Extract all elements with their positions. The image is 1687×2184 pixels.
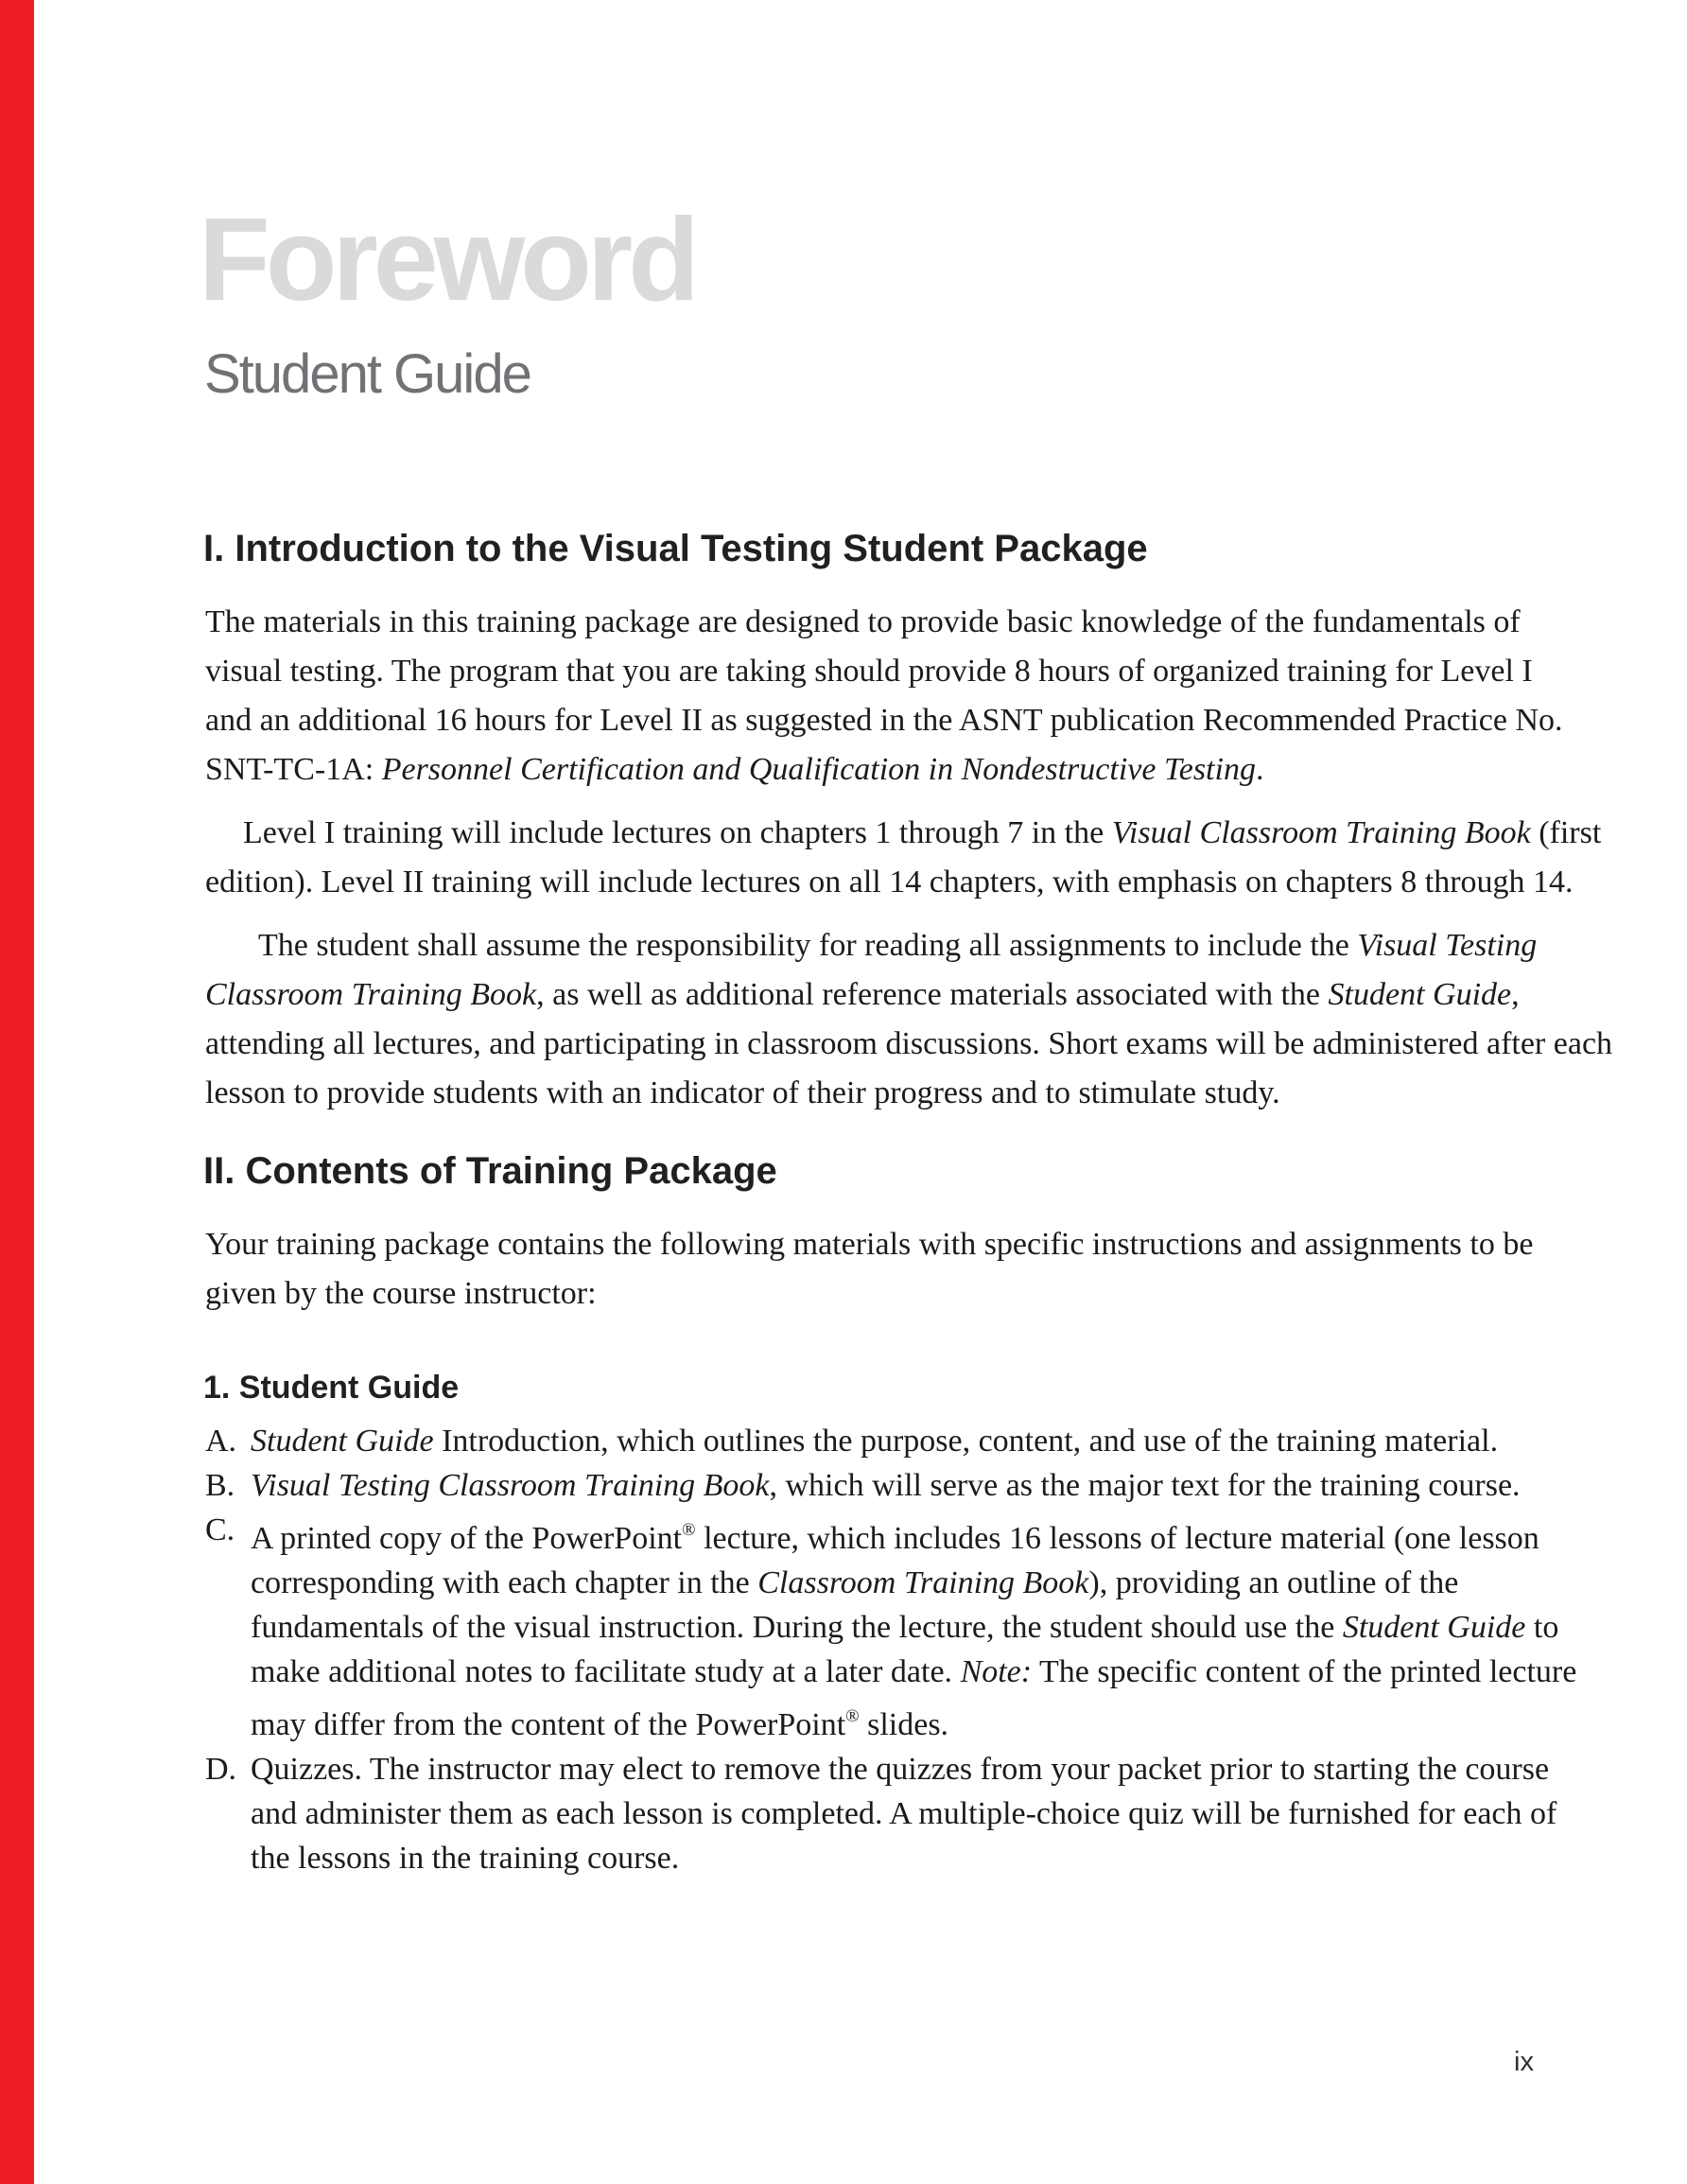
text-segment: may differ from the content of the PowerPoint [251,1707,846,1742]
text-line [251,1836,1567,1880]
text-line [205,970,1548,1020]
registered-trademark-symbol: ® [682,1520,696,1540]
list-item-label: D. [205,1752,237,1787]
text-line [251,1508,1567,1561]
section-2-intro [205,1220,1548,1319]
italic-text: Classroom Training Book [205,977,537,1012]
text-line [205,858,1574,907]
text-line [205,647,1548,696]
paragraph [205,1220,1548,1319]
italic-text: Visual Classroom Training Book [1111,815,1531,850]
italic-text: Classroom Training Book [757,1565,1089,1600]
section-1-heading: I. Introduction to the Visual Testing Student Package [203,528,1148,569]
text-segment: The materials in this training package are designed to provide basic knowledge of the fundamentals of [205,604,1521,639]
italic-text: Personnel Certification and Qualification in Nondestructive Testing [381,752,1256,787]
text-segment: Your training package contains the following materials with specific instructions and assignments to be [205,1227,1534,1262]
paragraph [205,598,1563,795]
text-segment: , which will serve as the major text for the training course. [769,1468,1521,1503]
text-line [205,809,1602,858]
text-segment: visual testing. The program that you are taking should provide 8 hours of organized training for Level I [205,654,1533,689]
text-segment: slides. [859,1707,949,1742]
text-line [205,1269,1548,1319]
text-segment: Level I training will include lectures on chapters 1 through 7 in the [243,815,1112,850]
page-edge-stripe [0,0,34,2184]
text-segment: make additional notes to facilitate study at a later date. [251,1654,961,1689]
text-segment: (first [1530,815,1602,850]
section-2-heading: II. Contents of Training Package [203,1150,777,1192]
text-line [205,1069,1548,1118]
text-line [251,1463,1567,1508]
text-segment: given by the course instructor: [205,1276,597,1311]
text-segment: SNT-TC-1A: [205,752,382,787]
lettered-list [205,1419,1577,1880]
text-line [251,1791,1567,1836]
text-line [251,1561,1567,1605]
text-line [251,1747,1567,1791]
text-segment: . [1255,752,1264,787]
list-item-label: A. [205,1424,237,1459]
section-1-body [205,598,1613,1118]
text-segment: lecture, which includes 16 lessons of lecture material (one lesson [695,1521,1539,1556]
text-segment: edition). Level II training will include lectures on all 14 chapters, with emphasis on chapters 8 through 14. [205,865,1574,900]
list-item [205,1508,1577,1747]
italic-text: Student Guide [251,1424,434,1459]
text-segment: ), providing an outline of the [1088,1565,1459,1600]
italic-text: Visual Testing [1357,928,1538,963]
text-line [251,1694,1567,1747]
page-subtitle: Student Guide [204,343,530,405]
text-line [205,1220,1548,1269]
registered-trademark-symbol: ® [845,1706,860,1726]
text-line [205,696,1563,745]
text-segment: corresponding with each chapter in the [251,1565,758,1600]
text-segment: lesson to provide students with an indicator of their progress and to stimulate study. [205,1075,1280,1110]
italic-text: Visual Testing Classroom Training Book [251,1468,770,1503]
italic-text: Student Guide [1342,1610,1526,1645]
paragraph [205,809,1602,907]
text-segment: to [1525,1610,1559,1645]
text-segment: and an additional 16 hours for Level II as suggested in the ASNT publication Recommended Practice No. [205,703,1563,738]
paragraph [205,921,1613,1118]
text-line [205,598,1548,647]
text-segment: and administer them as each lesson is completed. A multiple-choice quiz will be furnished for each of [251,1796,1557,1831]
text-line [205,1020,1613,1069]
italic-text: Student Guide [1328,977,1512,1012]
list-item [205,1419,1567,1463]
text-segment: The student shall assume the responsibility for reading all assignments to include the [258,928,1358,963]
text-line [251,1419,1567,1463]
list-item-label: B. [205,1468,235,1503]
text-line [205,745,1548,795]
chapter-title: Foreword [199,195,695,325]
subsection-heading: 1. Student Guide [203,1370,460,1406]
text-line [205,921,1548,970]
text-segment: Introduction, which outlines the purpose, content, and use of the training material. [433,1424,1499,1459]
italic-text: Note: [960,1654,1033,1689]
list-item [205,1463,1567,1508]
text-line [251,1605,1567,1650]
text-segment: , as well as additional reference materials associated with the [536,977,1329,1012]
text-segment: A printed copy of the PowerPoint [251,1521,683,1556]
list-item-label: C. [205,1512,235,1547]
text-segment: fundamentals of the visual instruction. During the lecture, the student should use the [251,1610,1343,1645]
text-line [251,1650,1577,1694]
text-segment: , [1511,977,1520,1012]
text-segment: Quizzes. The instructor may elect to remove the quizzes from your packet prior to starting the course [251,1752,1550,1787]
text-segment: the lessons in the training course. [251,1841,680,1876]
page-number: ix [1514,2047,1534,2077]
text-segment: The specific content of the printed lecture [1032,1654,1577,1689]
text-segment: attending all lectures, and participating in classroom discussions. Short exams will be administered after each [205,1026,1613,1061]
list-item [205,1747,1567,1880]
